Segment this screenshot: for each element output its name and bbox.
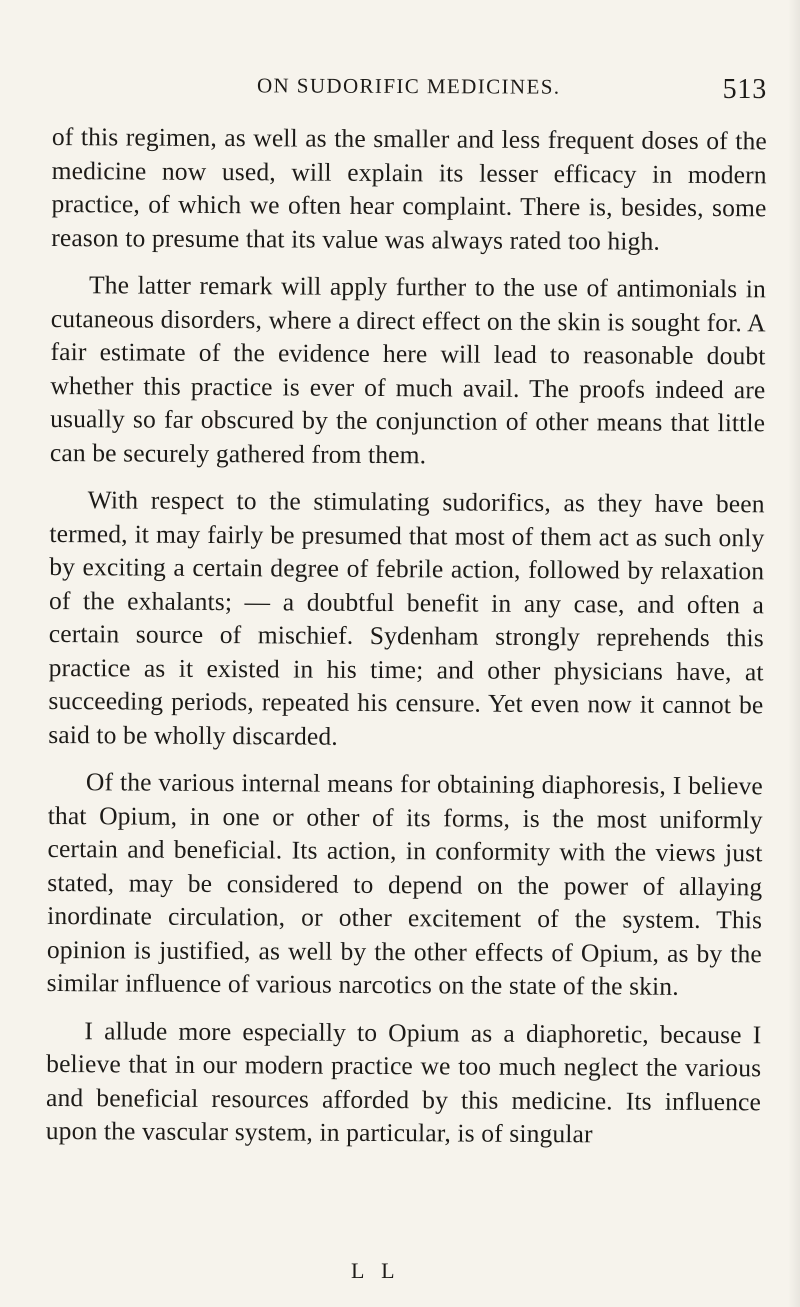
paragraph-opium: Of the various internal means for obtaining diaphoresis, I believe that Opium, in one or other of its forms, is the most uniformly certain and beneficial. Its action, in conformity with the views just stated, may be considered to depend on the power of allaying inordinate circulation, or other excitement of the system. This opinion is justified, as well by the other effects of Opium, as by the similar influence of various narcotics on the state of the skin. [46, 767, 764, 1001]
paragraph-stimulating-sudorifics: With respect to the stimulating sudorifics, as they have been termed, it may fairly be presumed that most of them act as such only by exciting a certain degree of febrile action, followed by relaxation of the exhalants; — a doubtful benefit in any case, and often a certain source of mischief. Sydenham strongly reprehends this practice as it existed in his time; and other physicians have, at succeeding periods, repeated his censure. Yet even now it cannot be said to be wholly discarded. [48, 485, 765, 751]
paragraph-opium-diaphoretic: I allude more especially to Opium as a diaphoretic, because I believe that in our modern practice we too much neglect the various and beneficial resources afforded by this medicine. Its influence upon the vascular system, in particular, is of singular [45, 1015, 762, 1149]
paragraph-antimonials: The latter remark will apply further to the use of antimonials in cutaneous disorders, where a direct effect on the skin is sought for. A fair estimate of the evidence here will lead to reasonable doubt whether this practice is ever of much avail. The proofs indeed are usually so far obscured by the conjunction of other means that little can be securely gathered from them. [49, 270, 767, 469]
page-edge-shadow [788, 0, 800, 1307]
paragraph-continuation: of this regimen, as well as the smaller and less frequent doses of the medicine now used, will explain its lesser efficacy in modern practice, of which we often hear complaint. There is, besides, some reason to presume that its value was always rated too high. [51, 121, 767, 256]
signature-mark: L L [351, 1258, 401, 1283]
running-head: ON SUDORIFIC MEDICINES. [256, 73, 561, 99]
page-number: 513 [722, 74, 767, 105]
body-text [46, 120, 767, 1152]
page-header [52, 74, 772, 114]
